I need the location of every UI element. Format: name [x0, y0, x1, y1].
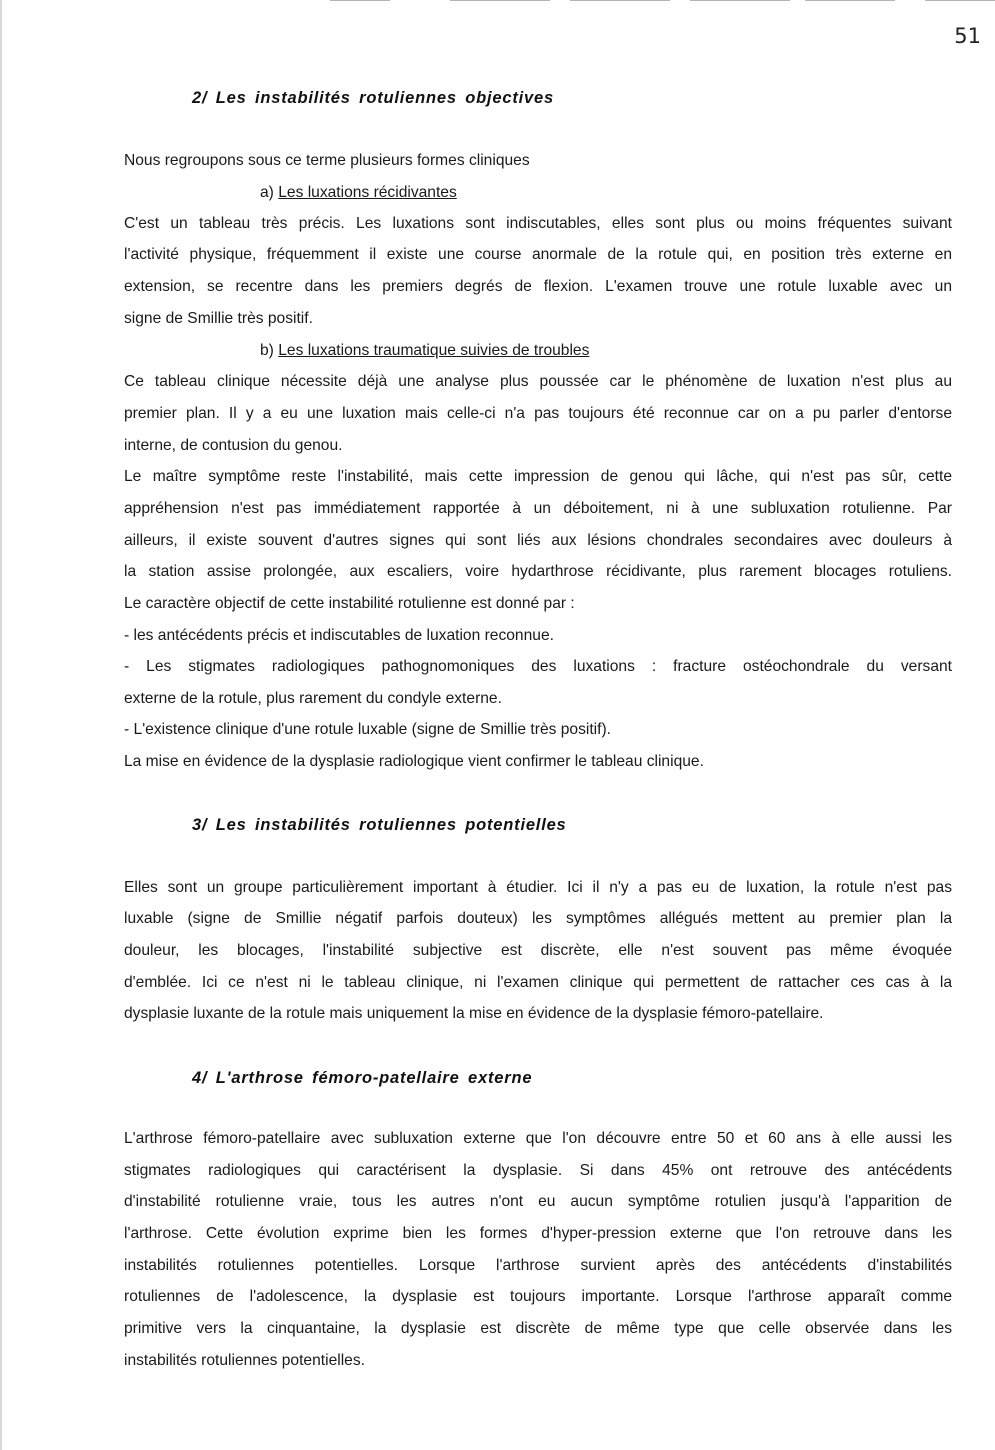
paragraph-line: douleur, les blocages, l'instabilité subjective est discrète, elle n'est souvent pas même évoquée [124, 942, 952, 959]
top-scan-rules [330, 0, 995, 2]
paragraph-line: L'arthrose fémoro-patellaire avec subluxation externe que l'on découvre entre 50 et 60 ans à elle aussi les [124, 1130, 952, 1147]
paragraph-line: instabilités rotuliennes potentielles. [124, 1352, 365, 1369]
paragraph-line: l'arthrose. Cette évolution exprime bien les formes d'hyper-pression externe que l'on retrouve dans les [124, 1225, 952, 1242]
paragraph-line: C'est un tableau très précis. Les luxations sont indiscutables, elles sont plus ou moins fréquentes suivant [124, 215, 952, 232]
page-number: 51 [954, 24, 981, 48]
list-item: - les antécédents précis et indiscutables de luxation reconnue. [124, 627, 554, 644]
paragraph-line: interne, de contusion du genou. [124, 437, 343, 454]
paragraph-line: d'instabilité rotulienne vraie, tous les autres n'ont eu aucun symptôme rotulien jusqu'à l'apparition de [124, 1193, 952, 1210]
paragraph-line: stigmates radiologiques qui caractérisent la dysplasie. Si dans 45% ont retrouve des antécédents [124, 1162, 952, 1179]
section-2-heading: 2/ Les instabilités rotuliennes objectives [192, 89, 554, 107]
paragraph-line: Elles sont un groupe particulièrement important à étudier. Ici il n'y a pas eu de luxation, la rotule n'est pas [124, 879, 952, 896]
paragraph-line: la station assise prolongée, aux escaliers, voire hydarthrose récidivante, plus rarement blocages rotuliens. [124, 563, 952, 580]
subsection-b-label: Les luxations traumatique suivies de troubles [278, 342, 590, 359]
subsection-b-prefix: b) [260, 342, 274, 359]
paragraph-line: d'emblée. Ici ce n'est ni le tableau clinique, ni l'examen clinique qui permettent de rattacher ces cas à la [124, 974, 952, 991]
paragraph-line: La mise en évidence de la dysplasie radiologique vient confirmer le tableau clinique. [124, 753, 704, 770]
subsection-a-prefix: a) [260, 184, 274, 201]
subsection-a-label: Les luxations récidivantes [278, 184, 457, 201]
paragraph-line: instabilités rotuliennes potentielles. Lorsque l'arthrose survient après des antécédents d'instabilités [124, 1257, 952, 1274]
paragraph-line: l'activité physique, fréquemment il existe une course anormale de la rotule qui, en position très externe en [124, 246, 952, 263]
paragraph-line: ailleurs, il existe souvent d'autres signes qui sont liés aux lésions chondrales secondaires avec douleurs à [124, 532, 952, 549]
paragraph-line: Le caractère objectif de cette instabilité rotulienne est donné par : [124, 595, 575, 612]
paragraph-line: luxable (signe de Smillie négatif parfois douteux) les symptômes allégués mettent au premier plan la [124, 910, 952, 927]
paragraph-line: rotuliennes de l'adolescence, la dysplasie est toujours importante. Lorsque l'arthrose apparaît comme [124, 1288, 952, 1305]
paragraph-line: premier plan. Il y a eu une luxation mais celle-ci n'a pas toujours été reconnue car on a pu parler d'entorse [124, 405, 952, 422]
list-item: - Les stigmates radiologiques pathognomoniques des luxations : fracture ostéochondrale du versant [124, 658, 952, 675]
paragraph-line: primitive vers la cinquantaine, la dysplasie est discrète de même type que celle observée dans les [124, 1320, 952, 1337]
paragraph-line: externe de la rotule, plus rarement du condyle externe. [124, 690, 502, 707]
list-item: - L'existence clinique d'une rotule luxable (signe de Smillie très positif). [124, 721, 612, 738]
section-4-heading: 4/ L'arthrose fémoro-patellaire externe [192, 1069, 533, 1087]
subsection-b-title [260, 342, 589, 360]
paragraph-line: Ce tableau clinique nécessite déjà une analyse plus poussée car le phénomène de luxation n'est plus au [124, 373, 952, 390]
subsection-a-title [260, 184, 457, 202]
section-3-heading: 3/ Les instabilités rotuliennes potentielles [192, 816, 567, 834]
section-2-intro: Nous regroupons sous ce terme plusieurs formes cliniques [124, 152, 530, 169]
scan-edge [0, 0, 2, 1450]
paragraph-line: Le maître symptôme reste l'instabilité, mais cette impression de genou qui lâche, qui n'est pas sûr, cette [124, 468, 952, 485]
paragraph-line: dysplasie luxante de la rotule mais uniquement la mise en évidence de la dysplasie fémoro-patellaire. [124, 1005, 824, 1022]
paragraph-line: extension, se recentre dans les premiers degrés de flexion. L'examen trouve une rotule luxable avec un [124, 278, 952, 295]
paragraph-line: signe de Smillie très positif. [124, 310, 313, 327]
paragraph-line: appréhension n'est pas immédiatement rapportée à un déboitement, ni à une subluxation rotulienne. Par [124, 500, 952, 517]
